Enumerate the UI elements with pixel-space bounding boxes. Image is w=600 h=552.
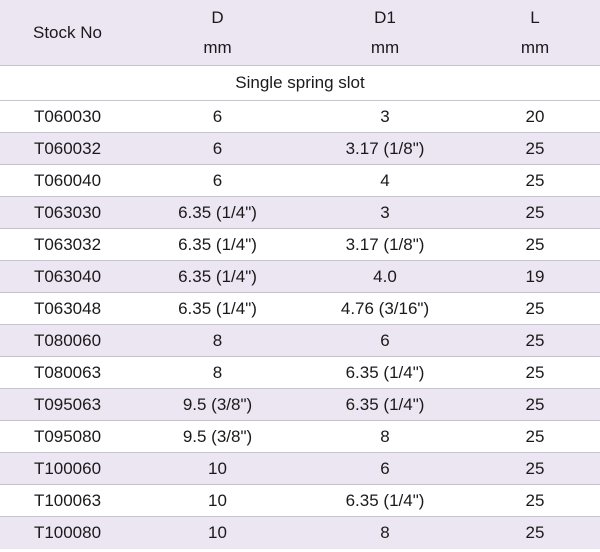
table-row	[0, 133, 600, 165]
cell-d: 8	[212, 330, 223, 350]
cell-l: 25	[525, 523, 545, 542]
header-d1-unit: mm	[370, 37, 400, 57]
cell-d: 6.35 (1/4")	[178, 234, 257, 254]
cell-d: 9.5 (3/8")	[182, 426, 253, 446]
header-stock-no	[0, 0, 135, 65]
table-row	[0, 453, 600, 485]
cell-stock-no: T063040	[33, 266, 102, 286]
cell-stock-no: T095063	[33, 394, 102, 414]
cell-stock-no: T060030	[33, 106, 102, 126]
cell-stock-no: T100080	[33, 523, 102, 542]
cell-stock-no: T063032	[33, 234, 102, 254]
cell-d1: 4.0	[373, 266, 397, 286]
header-d1-label: D1	[374, 7, 396, 27]
header-stock-no-label: Stock No	[33, 22, 102, 42]
cell-d1: 6.35 (1/4")	[345, 490, 425, 510]
table-row	[0, 357, 600, 389]
table-row	[0, 261, 600, 293]
table-body	[0, 101, 600, 549]
cell-d1: 4	[380, 170, 390, 190]
table-row	[0, 197, 600, 229]
cell-stock-no: T095080	[33, 426, 102, 446]
header-d	[135, 0, 300, 65]
cell-stock-no: T080060	[33, 330, 102, 350]
cell-l: 25	[525, 362, 545, 382]
cell-l: 25	[525, 170, 545, 190]
cell-d: 8	[212, 362, 223, 382]
header-d-label: D	[211, 7, 224, 27]
table-row	[0, 325, 600, 357]
section-title	[0, 66, 600, 101]
cell-d: 10	[208, 490, 227, 510]
cell-d: 10	[208, 458, 227, 478]
cell-d: 6.35 (1/4")	[178, 266, 257, 286]
cell-l: 25	[525, 298, 545, 318]
cell-d1: 3	[380, 106, 390, 126]
table-row	[0, 421, 600, 453]
cell-d: 6.35 (1/4")	[178, 202, 257, 222]
header-l-unit: mm	[520, 37, 550, 57]
header-d-unit: mm	[203, 37, 232, 57]
cell-stock-no: T080063	[33, 362, 102, 382]
cell-l: 25	[525, 202, 545, 222]
table-row	[0, 485, 600, 517]
cell-stock-no: T100060	[33, 458, 102, 478]
cell-d1: 3	[380, 202, 390, 222]
table-header	[0, 0, 600, 66]
cell-stock-no: T100063	[33, 490, 102, 510]
cell-d1: 6.35 (1/4")	[345, 394, 425, 414]
cell-l: 25	[525, 234, 545, 254]
cell-stock-no: T060032	[33, 138, 102, 158]
cell-d1: 8	[380, 523, 390, 542]
header-l	[470, 0, 600, 65]
cell-l: 25	[525, 394, 545, 414]
table-row	[0, 293, 600, 325]
cell-d: 10	[208, 523, 227, 542]
cell-l: 20	[525, 106, 545, 126]
table-row	[0, 229, 600, 261]
table-row	[0, 517, 600, 549]
cell-stock-no: T063030	[33, 202, 102, 222]
section-title-text: Single spring slot	[235, 73, 365, 92]
header-d1	[300, 0, 470, 65]
cell-d: 6	[212, 106, 223, 126]
table-row	[0, 389, 600, 421]
cell-d1: 6	[380, 458, 390, 478]
cell-d1: 3.17 (1/8")	[345, 234, 425, 254]
header-l-label: L	[530, 7, 540, 27]
cell-d: 6	[212, 170, 223, 190]
table-row	[0, 165, 600, 197]
cell-l: 25	[525, 138, 545, 158]
cell-l: 25	[525, 330, 545, 350]
cell-d1: 6.35 (1/4")	[345, 362, 425, 382]
cell-d: 6.35 (1/4")	[178, 298, 257, 318]
cell-d1: 6	[380, 330, 390, 350]
cell-d1: 3.17 (1/8")	[345, 138, 425, 158]
cell-l: 25	[525, 490, 545, 510]
cell-d: 9.5 (3/8")	[182, 394, 253, 414]
cell-d1: 4.76 (3/16")	[340, 298, 430, 318]
cell-l: 19	[525, 266, 545, 286]
cell-d1: 8	[380, 426, 390, 446]
cell-stock-no: T063048	[33, 298, 102, 318]
cell-l: 25	[525, 458, 545, 478]
table-row	[0, 101, 600, 133]
cell-l: 25	[525, 426, 545, 446]
cell-stock-no: T060040	[33, 170, 102, 190]
cell-d: 6	[212, 138, 223, 158]
